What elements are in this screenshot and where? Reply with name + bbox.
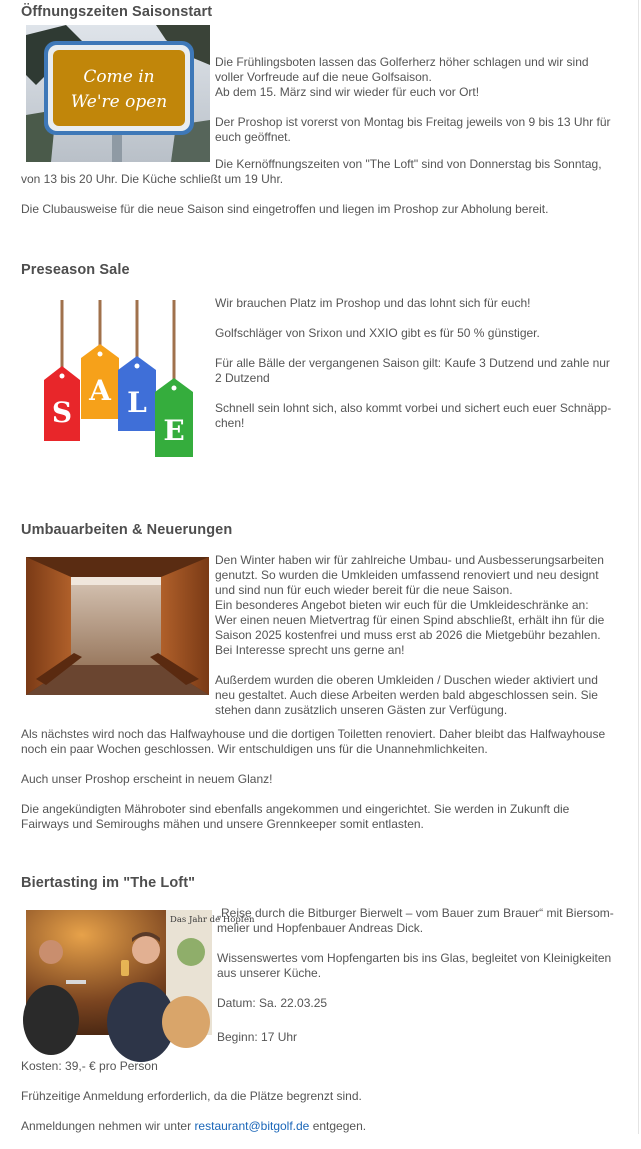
opening-text bbox=[215, 55, 613, 160]
section-title-renovation: Umbauarbeiten & Neuerungen bbox=[21, 522, 233, 538]
sale-letter-l: L bbox=[127, 386, 147, 419]
beer-tasting-image bbox=[26, 910, 255, 1035]
locker-room-illustration bbox=[26, 557, 209, 695]
sale-letter-e: E bbox=[163, 414, 185, 447]
sale-tags-illustration bbox=[40, 300, 198, 460]
sale-letter-a: A bbox=[89, 374, 111, 407]
beer-start: Beginn: 17 Uhr bbox=[217, 1030, 298, 1044]
beer-tasting-illustration bbox=[26, 910, 255, 1035]
poster-text: Das Jahr de Hopfen bbox=[170, 915, 255, 925]
right-border bbox=[638, 0, 639, 1134]
sale-tags-image bbox=[40, 300, 198, 460]
renovation-p1b: Ein besonderes Angebot bieten wir euch für die Umkleideschränke an: Wer einen neuen Mietvertrag für einen Spind abschließt, erhält ihn für die Saison 2025 kostenfrei und muss erst ab 2026 die Mietgebühr bezahlen. bbox=[215, 598, 605, 642]
restaurant-email-link[interactable]: restaurant@bitgolf.de bbox=[194, 1119, 310, 1133]
renovation-p4: Auch unser Proshop erscheint in neuem Glanz! bbox=[21, 772, 273, 786]
opening-p3: Die Kernöffnungszeiten von "The Loft" sind von Donnerstag bis Sonntag, von 13 bis 20 Uhr. Die Küche schließt um 19 Uhr. bbox=[21, 157, 602, 186]
beer-signup bbox=[21, 1119, 615, 1134]
renovation-p3: Als nächstes wird noch das Halfwayhouse und die dortigen Toiletten renoviert. Daher bleibt das Halfwayhouse noch ein paar Wochen geschlossen. Wir entschuldigen uns für die Unannehmlichkeiten. bbox=[21, 727, 606, 756]
renovation-text bbox=[215, 553, 613, 733]
beer-text bbox=[217, 906, 615, 1026]
sign-line1: Come in bbox=[83, 67, 155, 87]
opening-p2: Der Proshop ist vorerst von Montag bis Freitag jeweils von 9 bis 13 Uhr für euch geöffnet. bbox=[215, 115, 611, 144]
sign-illustration bbox=[26, 25, 210, 162]
beer-text-full bbox=[21, 1059, 615, 1149]
beer-p1: „Reise durch die Bitburger Bierwelt – vom Bauer zum Brauer“ mit Biersom-melier und Hopfenbauer Andreas Dick. bbox=[217, 906, 614, 935]
sign-line2: We're open bbox=[70, 92, 168, 112]
renovation-text-full bbox=[21, 727, 615, 847]
opening-p4: Die Clubausweise für die neue Saison sind eingetroffen und liegen im Proshop zur Abholung bereit. bbox=[21, 202, 549, 216]
sale-letter-s: S bbox=[51, 396, 73, 429]
section-title-beer: Biertasting im "The Loft" bbox=[21, 875, 196, 891]
sale-p4: Schnell sein lohnt sich, also kommt vorbei und sichert euch euer Schnäpp-chen! bbox=[215, 401, 612, 430]
opening-p1b: Ab dem 15. März sind wir wieder für euch vor Ort! bbox=[215, 85, 480, 99]
sale-p1: Wir brauchen Platz im Proshop und das lohnt sich für euch! bbox=[215, 296, 531, 310]
locker-room-image bbox=[26, 557, 209, 695]
beer-start-wrap bbox=[217, 1030, 615, 1060]
sale-text bbox=[215, 296, 613, 446]
signup-prefix: Anmeldungen nehmen wir unter bbox=[21, 1119, 195, 1133]
beer-note: Frühzeitige Anmeldung erforderlich, da die Plätze begrenzt sind. bbox=[21, 1089, 362, 1103]
beer-cost: Kosten: 39,- € pro Person bbox=[21, 1059, 158, 1073]
beer-p2: Wissenswertes vom Hopfengarten bis ins Glas, begleitet von Kleinigkeiten aus unserer Küche. bbox=[217, 951, 612, 980]
renovation-p2: Außerdem wurden die oberen Umkleiden / Duschen wieder aktiviert und neu gestaltet. Auch diese Arbeiten werden bald abgeschlossen sein. Sie stehen dann zusätzlich unseren Gästen zur Verfügung. bbox=[215, 673, 598, 717]
sale-p2: Golfschläger von Srixon und XXIO gibt es für 50 % günstiger. bbox=[215, 326, 540, 340]
signup-suffix: entgegen. bbox=[309, 1119, 367, 1133]
renovation-p1a: Den Winter haben wir für zahlreiche Umbau- und Ausbesserungsarbeiten genutzt. So wurden die Umkleiden umfassend renoviert und neu designt und sind nun für euch wieder bereit für die neue Saison. bbox=[215, 553, 604, 597]
section-title-opening: Öffnungszeiten Saisonstart bbox=[21, 4, 213, 20]
beer-date: Datum: Sa. 22.03.25 bbox=[217, 996, 328, 1010]
renovation-p1c: Bei Interesse sprecht uns gerne an! bbox=[215, 643, 405, 657]
renovation-p5: Die angekündigten Mähroboter sind ebenfalls angekommen und eingerichtet. Sie werden in Zukunft die Fairways und Semiroughs mähen und unsere Grennkeeper somit entlasten. bbox=[21, 802, 570, 831]
section-title-sale: Preseason Sale bbox=[21, 262, 130, 278]
come-in-sign-image bbox=[26, 25, 210, 162]
sale-p3: Für alle Bälle der vergangenen Saison gilt: Kaufe 3 Dutzend und zahle nur 2 Dutzend bbox=[215, 356, 610, 385]
opening-text-full bbox=[21, 157, 615, 232]
opening-p1a: Die Frühlingsboten lassen das Golferherz höher schlagen und wir sind voller Vorfreude auf die neue Golfsaison. bbox=[215, 55, 589, 84]
